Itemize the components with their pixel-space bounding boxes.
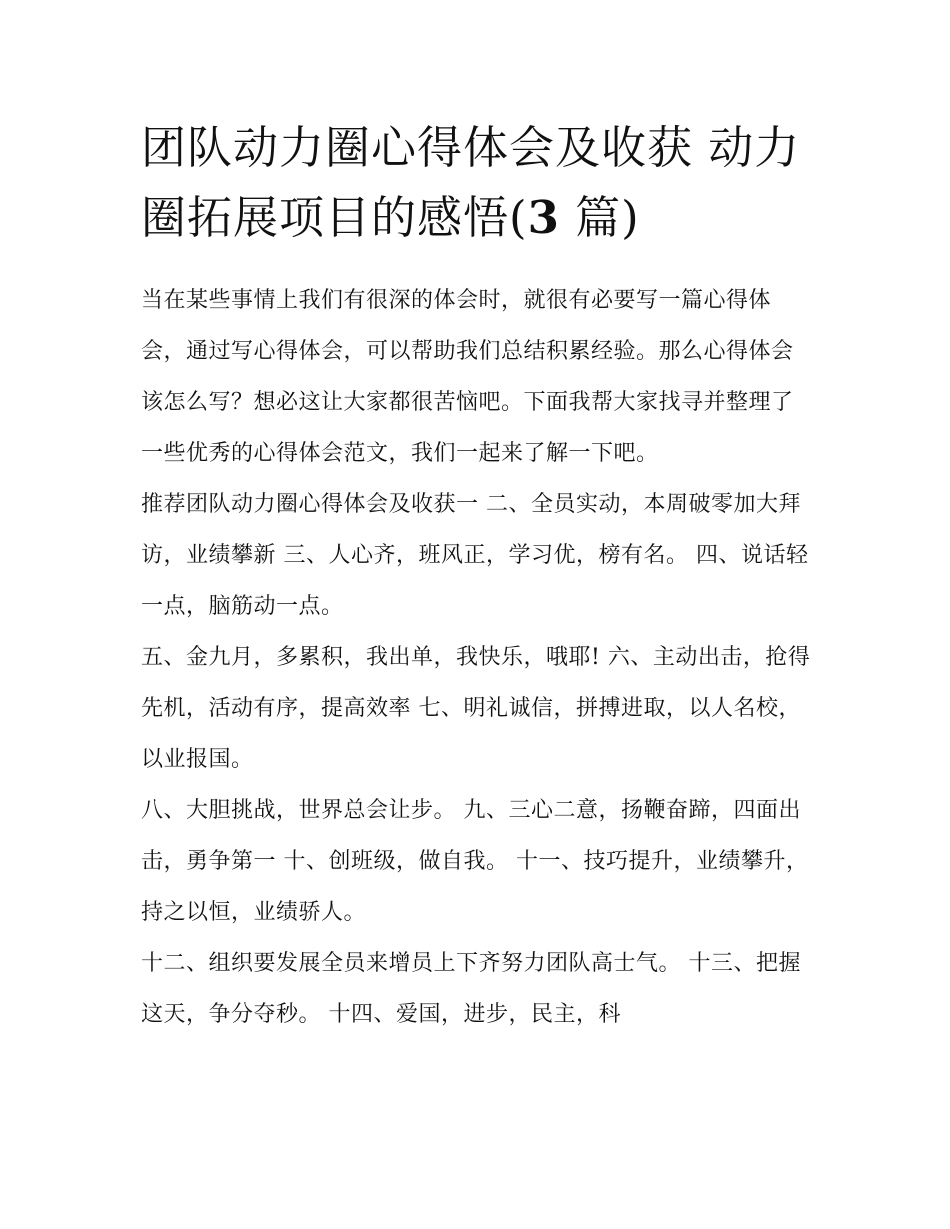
document-title (141, 113, 813, 253)
intro-paragraph: 当在某些事情上我们有很深的体会时，就很有必要写一篇心得体会，通过写心得体会，可以帮助我们总结积累经验。那么心得体会该怎么写？想必这让大家都很苦恼吧。下面我帮大家找寻并整理了一些优秀的心得体会范文，我们一起来了解一下吧。 (141, 288, 794, 466)
title-text: 团队动力圈心得体会及收获 动力圈拓展项目的感悟( (141, 121, 801, 244)
body-paragraph: 推荐团队动力圈心得体会及收获一 二、全员实动，本周破零加大拜访，业绩攀新 三、人心齐，班风正，学习优，榜有名。 四、说话轻一点，脑筋动一点。 (141, 492, 809, 619)
title-count: 3 (527, 191, 560, 244)
body-paragraph: 八、大胆挑战，世界总会让步。 九、三心二意，扬鞭奋蹄，四面出击，勇争第一 十、创班级，做自我。 十一、技巧提升，业绩攀升，持之以恒，业绩骄人。 (141, 798, 809, 925)
body-paragraph: 十二、组织要发展全员来增员上下齐努力团队高士气。 十三、把握这天，争分夺秒。 十四、爱国，进步，民主，科 (141, 951, 801, 1027)
body-paragraph: 五、金九月，多累积，我出单，我快乐，哦耶! 六、主动出击，抢得先机，活动有序，提高效率 七、明礼诚信，拼搏进取，以人名校，以业报国。 (141, 645, 811, 772)
title-suffix: 篇) (559, 191, 640, 244)
document-body (141, 113, 813, 1040)
